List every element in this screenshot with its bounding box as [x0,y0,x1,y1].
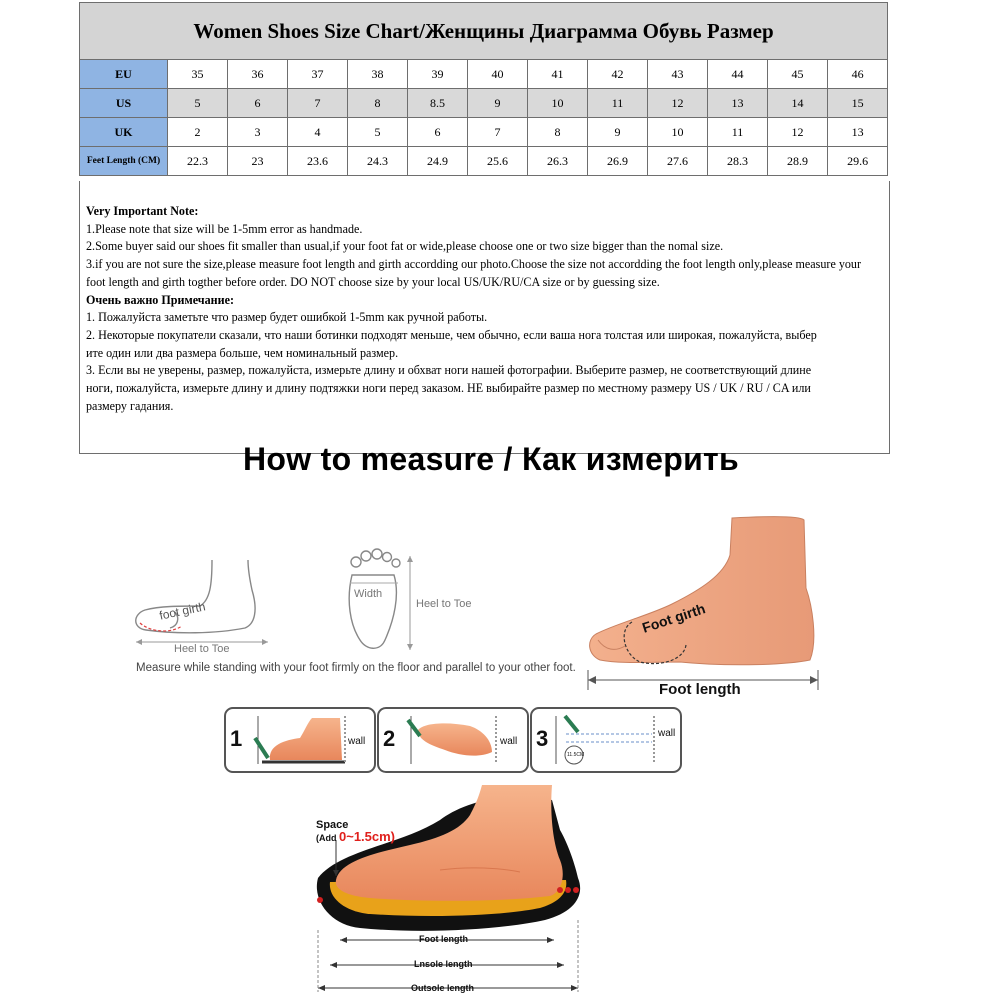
table-cell: 2 [168,118,228,147]
table-cell: 9 [588,118,648,147]
table-cell: 11 [588,89,648,118]
note-line: 3. Если вы не уверены, размер, пожалуйста, измерьте длину и обхват ноги нашей фотографии. Выберите размер, не соответствующий длине [86,363,812,378]
table-cell: 42 [588,60,648,89]
note-line: foot length and girth togther before order. DO NOT choose size by your local US/UK/RU/CA size or by guessing size. [86,274,660,289]
table-cell: 40 [468,60,528,89]
table-cell: 13 [828,118,888,147]
table-cell: 8 [348,89,408,118]
table-cell: 5 [348,118,408,147]
outsole-length-label: Outsole length [411,983,474,993]
note-line: 2.Some buyer said our shoes fit smaller than usual,if your foot fat or wide,please choose one or two size bigger than the nomal size. [86,239,724,254]
step-wall-label-1: wall [348,736,366,747]
table-cell: 28.3 [708,147,768,176]
foot-photo-girth [590,517,814,665]
table-cell: 6 [408,118,468,147]
note-line: 1. Пожалуйста заметьте что размер будет ошибкой 1-5mm как ручной работы. [86,310,488,325]
note-line: 1.Please note that size will be 1-5mm error as handmade. [86,221,363,236]
table-cell: 23.6 [288,147,348,176]
table-cell: 10 [528,89,588,118]
foot-outline-side [136,560,255,633]
width-label: Width [354,588,383,600]
space-range-label: 0~1.5cm) [339,829,396,844]
table-cell: 11 [708,118,768,147]
table-cell: 45 [768,60,828,89]
table-cell: 24.9 [408,147,468,176]
note-line: 2. Некоторые покупатели сказали, что наши ботинки подходят меньше, чем обычно, если ваша нога толстая или широкая, пожалуйста, выбер [86,327,817,342]
table-cell: 23 [228,147,288,176]
table-cell: 7 [468,118,528,147]
ruler-tag: 11.5CM [567,752,585,758]
table-cell: 36 [228,60,288,89]
row-header: US [80,89,168,118]
space-add-label: (Add [316,833,337,843]
insole-length-label: Lnsole length [414,959,473,969]
table-cell: 12 [648,89,708,118]
foot-girth-big-label: Foot girth [640,600,708,636]
table-cell: 8 [528,118,588,147]
table-cell: 7 [288,89,348,118]
note-line: 3.if you are not sure the size,please measure foot length and girth accordding our photo.Choose the size not accordding the foot length only,please measure your [86,257,861,272]
foot-length-big-label: Foot length [659,681,741,698]
heel-to-toe-label-top: Heel to Toe [416,598,472,610]
step-number-2: 2 [383,726,396,751]
row-header: UK [80,118,168,147]
table-cell: 22.3 [168,147,228,176]
table-cell: 15 [828,89,888,118]
how-to-measure-title: How to measure / Как измерить [243,441,739,477]
size-chart-title: Women Shoes Size Chart/Женщины Диаграмма Обувь Размер [80,3,888,60]
table-cell: 14 [768,89,828,118]
table-cell: 26.3 [528,147,588,176]
table-cell: 41 [528,60,588,89]
foot-girth-label: foot girth [158,599,207,623]
measure-instruction: Measure while standing with your foot firmly on the floor and parallel to your other foot. [136,662,576,674]
note-heading-en: Very Important Note: [86,204,199,218]
note-line: ите один или два размера больше, чем номинальный размер. [86,345,399,360]
table-cell: 38 [348,60,408,89]
step-panels [225,708,681,772]
table-cell: 4 [288,118,348,147]
table-cell: 27.6 [648,147,708,176]
table-cell: 12 [768,118,828,147]
table-cell: 9 [468,89,528,118]
row-header: EU [80,60,168,89]
note-line: ноги, пожалуйста, измерьте длину и длину подтяжки ноги перед заказом. НЕ выбирайте размер по местному размеру US / UK / RU / CA или [86,381,811,396]
table-cell: 25.6 [468,147,528,176]
space-label: Space [316,819,349,831]
table-cell: 44 [708,60,768,89]
table-cell: 29.6 [828,147,888,176]
table-cell: 43 [648,60,708,89]
step-number-1: 1 [230,726,243,751]
table-cell: 39 [408,60,468,89]
bottom-foot-length-label: Foot length [419,934,468,944]
row-header: Feet Length (CM) [80,147,168,176]
table-cell: 28.9 [768,147,828,176]
note-line: размеру гадания. [86,398,174,413]
table-cell: 8.5 [408,89,468,118]
foot-in-shoe [317,785,580,931]
table-cell: 10 [648,118,708,147]
table-cell: 26.9 [588,147,648,176]
heel-to-toe-label-side: Heel to Toe [174,643,230,655]
step-number-3: 3 [536,726,549,751]
table-cell: 24.3 [348,147,408,176]
table-cell: 13 [708,89,768,118]
table-cell: 35 [168,60,228,89]
step-wall-label-3: wall [658,728,676,739]
table-cell: 3 [228,118,288,147]
step-wall-label-2: wall [500,736,518,747]
table-cell: 5 [168,89,228,118]
table-cell: 6 [228,89,288,118]
table-cell: 46 [828,60,888,89]
note-heading-ru: Очень важно Примечание: [86,292,234,307]
table-cell: 37 [288,60,348,89]
